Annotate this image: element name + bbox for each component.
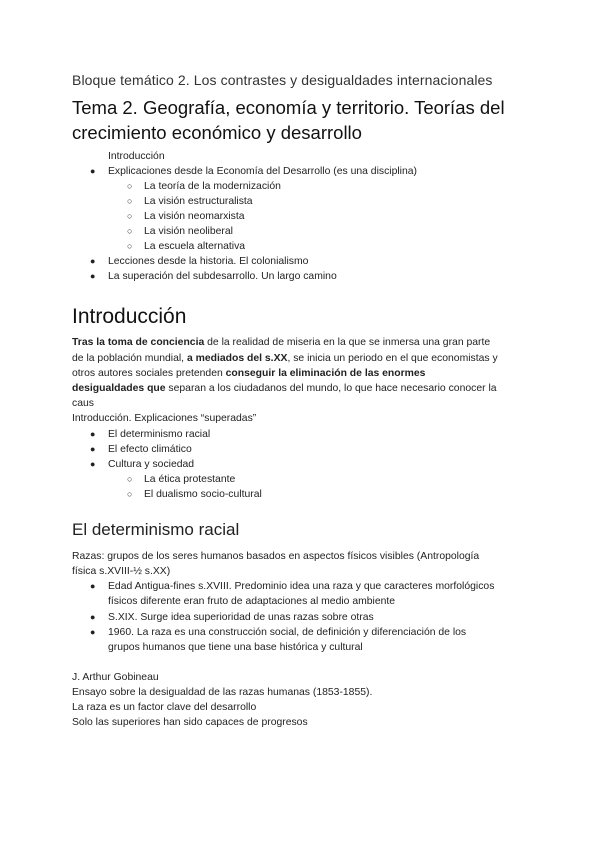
circle-bullet-icon: ○: [127, 181, 133, 191]
list-subitem: El dualismo socio-cultural: [144, 489, 262, 500]
sub-intro-label: Introducción. Explicaciones “superadas”: [72, 413, 257, 424]
circle-bullet-icon: ○: [127, 226, 133, 236]
circle-bullet-icon: ○: [127, 241, 133, 251]
bullet-icon: ●: [90, 444, 96, 454]
toc-subitem: La visión estructuralista: [144, 196, 253, 207]
bold-text: a mediados del s.XX: [186, 353, 288, 364]
list-item: S.XIX. Surge idea superioridad de unas razas sobre otras: [108, 612, 374, 623]
page-title: [72, 95, 532, 145]
toc-item: La superación del subdesarrollo. Un largo camino: [108, 271, 337, 282]
list-subitem: La ética protestante: [144, 474, 236, 485]
list-item: El efecto climático: [108, 444, 192, 455]
toc-item: Lecciones desde la historia. El colonialismo: [108, 256, 309, 267]
circle-bullet-icon: ○: [127, 489, 133, 499]
toc-subitem: La teoría de la modernización: [144, 181, 281, 192]
circle-bullet-icon: ○: [127, 211, 133, 221]
toc-item: Explicaciones desde la Economía del Desarrollo (es una disciplina): [108, 166, 417, 177]
claim-line: La raza es un factor clave del desarrollo: [72, 702, 257, 713]
text-run: de la realidad de miseria en la que se inmersa una gran parte: [204, 337, 491, 348]
list-item: 1960. La raza es una construcción social, de definición y diferenciación de los: [108, 627, 467, 638]
list-item-continued: grupos humanos que tiene una base histórica y cultural: [108, 642, 363, 653]
bullet-icon: ●: [90, 256, 96, 266]
definition-line-2: física s.XVIII-½ s.XX): [72, 566, 171, 577]
bullet-icon: ●: [90, 166, 96, 176]
bullet-icon: ●: [90, 429, 96, 439]
title-line-2: crecimiento económico y desarrollo: [72, 122, 362, 143]
list-item: Edad Antigua-fines s.XVIII. Predominio idea una raza y que caracteres morfológicos: [108, 581, 495, 592]
toc-subitem: La escuela alternativa: [144, 241, 246, 252]
text-run: separan a los ciudadanos del mundo, lo que hace necesario conocer la: [165, 383, 497, 394]
section-heading-determinismo: El determinismo racial: [72, 520, 240, 539]
list-item: Cultura y sociedad: [108, 459, 195, 470]
bullet-icon: ●: [90, 581, 96, 591]
definition-line-1: Razas: grupos de los seres humanos basados en aspectos físicos visibles (Antropología: [72, 551, 480, 562]
bullet-icon: ●: [90, 459, 96, 469]
list-item: El determinismo racial: [108, 429, 211, 440]
text-run: otros autores sociales pretenden: [72, 368, 226, 379]
toc-subitem: La visión neomarxista: [144, 211, 245, 222]
bullet-icon: ●: [90, 271, 96, 281]
author-name: J. Arthur Gobineau: [72, 672, 159, 683]
toc-subitem: La visión neoliberal: [144, 226, 233, 237]
section-heading-introduccion: Introducción: [72, 305, 187, 328]
intro-paragraph-line-5: caus: [72, 398, 94, 409]
work-title: Ensayo sobre la desigualdad de las razas humanas (1853-1855).: [72, 687, 373, 698]
claim-line: Solo las superiores han sido capaces de progresos: [72, 717, 308, 728]
text-run: de la población mundial,: [72, 353, 187, 364]
bold-text: desigualdades que: [72, 383, 166, 394]
list-item-continued: físicos diferente eran fruto de adaptaciones al medio ambiente: [108, 596, 396, 607]
intro-paragraph-line-3: [72, 366, 425, 381]
bullet-icon: ●: [90, 627, 96, 637]
bold-text: conseguir la eliminación de las enormes: [225, 368, 426, 379]
intro-paragraph-line-4: [72, 381, 497, 396]
bold-text: Tras la toma de conciencia: [72, 337, 205, 348]
text-run: , se inicia un periodo en el que economistas y: [287, 353, 498, 364]
intro-paragraph-line-2: [72, 351, 498, 366]
title-line-1: Tema 2. Geografía, economía y territorio. Teorías del: [72, 97, 505, 118]
bullet-icon: ●: [90, 612, 96, 622]
circle-bullet-icon: ○: [127, 196, 133, 206]
block-label: Bloque temático 2. Los contrastes y desigualdades internacionales: [72, 72, 493, 88]
toc-intro: Introducción: [108, 151, 165, 162]
circle-bullet-icon: ○: [127, 474, 133, 484]
intro-paragraph-line-1: [72, 335, 490, 350]
